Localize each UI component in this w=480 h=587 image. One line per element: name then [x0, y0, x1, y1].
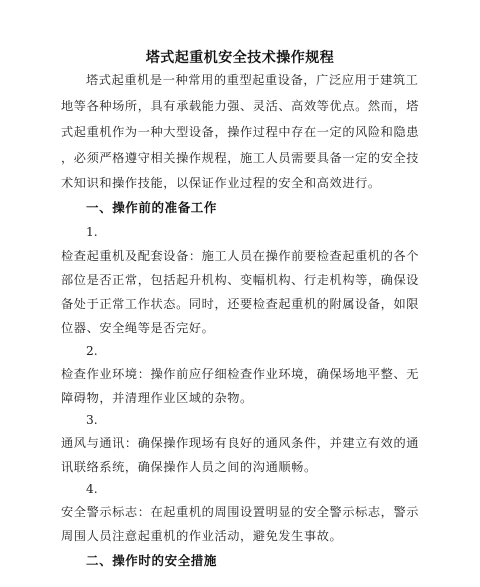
- item-line: 通风与通讯：确保操作现场有良好的通风条件，并建立有效的通: [61, 436, 420, 450]
- item-number: 2.: [86, 344, 98, 358]
- document-title: 塔式起重机安全技术操作规程: [145, 50, 335, 66]
- item-number: 3.: [86, 413, 98, 427]
- intro-line: 式起重机作为一种大型设备，操作过程中存在一定的风险和隐患: [61, 125, 420, 139]
- item-line: 讯联络系统，确保操作人员之间的沟通顺畅。: [61, 460, 317, 474]
- intro-line: ，必须严格遵守相关操作规程，施工人员需要具备一定的安全技: [61, 151, 420, 165]
- section-heading: 二、操作时的安全措施: [86, 553, 218, 568]
- intro-line: 术知识和操作技能，以保证作业过程的安全和高效进行。: [61, 176, 381, 190]
- item-number: 4.: [86, 482, 98, 496]
- item-line: 安全警示标志：在起重机的周围设置明显的安全警示标志，警示: [61, 505, 420, 519]
- intro-line: 塔式起重机是一种常用的重型起重设备，广泛应用于建筑工: [86, 73, 419, 87]
- item-line: 备处于正常工作状态。同时，还要检查起重机的附属设备，如限: [61, 297, 420, 311]
- item-line: 周围人员注意起重机的作业活动，避免发生事故。: [61, 529, 343, 543]
- intro-line: 地等各种场所，具有承载能力强、灵活、高效等优点。然而，塔: [61, 99, 420, 113]
- section-heading: 一、操作前的准备工作: [86, 200, 218, 215]
- item-line: 位器、安全绳等是否完好。: [61, 321, 215, 335]
- item-number: 1.: [86, 225, 98, 239]
- item-line: 检查起重机及配套设备：施工人员在操作前要检查起重机的各个: [61, 249, 420, 263]
- item-line: 障碍物，并清理作业区域的杂物。: [61, 391, 253, 405]
- item-line: 检查作业环境：操作前应仔细检查作业环境，确保场地平整、无: [61, 367, 420, 381]
- item-line: 部位是否正常，包括起升机构、变幅机构、行走机构等，确保设: [61, 273, 420, 287]
